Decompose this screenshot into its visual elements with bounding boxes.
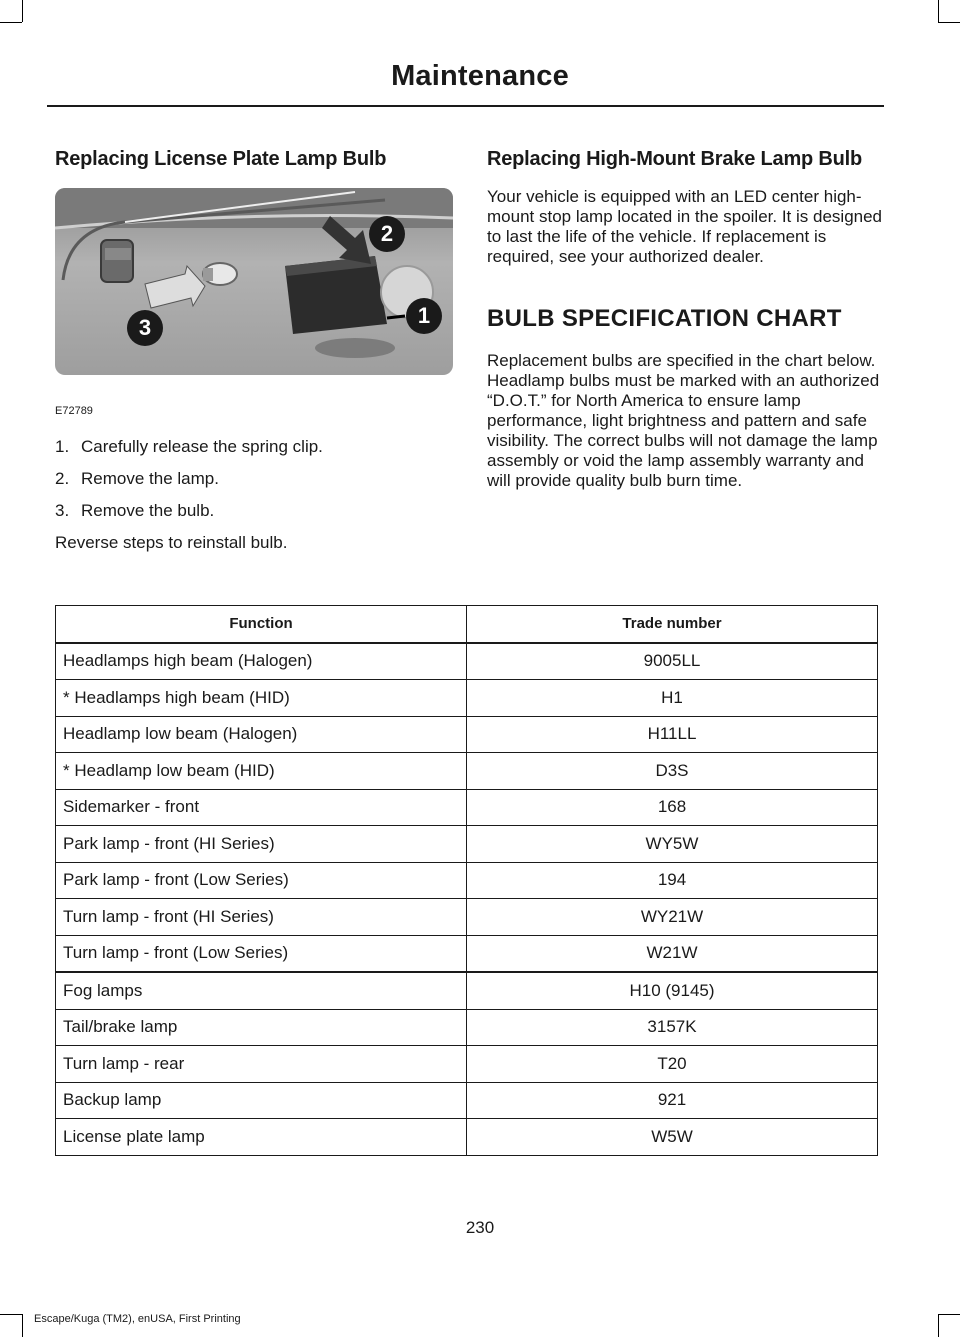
trade-number-cell: D3S [467,753,878,790]
function-cell: Headlamps high beam (Halogen) [56,643,467,680]
crop-mark [22,0,23,22]
table-row [56,972,878,1009]
trade-number-cell: 921 [467,1082,878,1119]
page-title: Maintenance [391,60,569,92]
function-cell: Park lamp - front (Low Series) [56,862,467,899]
table-row [56,753,878,790]
function-cell: * Headlamps high beam (HID) [56,680,467,717]
trade-number-cell: 9005LL [467,643,878,680]
license-plate-heading: Replacing License Plate Lamp Bulb [55,148,387,170]
table-header-row [56,606,878,643]
crop-mark [938,22,960,23]
table-row [56,1046,878,1083]
brake-lamp-text: Your vehicle is equipped with an LED center high-mount stop lamp located in the spoiler. It is designed to last the life of the vehicle. If replacement is required, see your authorized dealer. [487,187,883,266]
license-lamp-illustration [55,188,453,375]
table-row [56,1119,878,1156]
table-row [56,1082,878,1119]
function-cell: Headlamp low beam (Halogen) [56,716,467,753]
table-row [56,862,878,899]
table-row [56,899,878,936]
bulb-spec-table [55,605,878,1156]
callout-2: 2 [369,216,405,252]
column-header-function: Function [56,606,467,643]
crop-mark [938,0,939,22]
trade-number-cell: 168 [467,789,878,826]
trade-number-cell: W21W [467,935,878,972]
function-cell: Sidemarker - front [56,789,467,826]
function-cell: Park lamp - front (HI Series) [56,826,467,863]
crop-mark [22,1314,23,1337]
footer-text: Escape/Kuga (TM2), enUSA, First Printing [34,1313,241,1325]
crop-mark [0,1314,22,1315]
trade-number-cell: H11LL [467,716,878,753]
table-row [56,643,878,680]
trade-number-cell: WY5W [467,826,878,863]
function-cell: Turn lamp - front (Low Series) [56,935,467,972]
table-row [56,789,878,826]
crop-mark [938,1314,939,1337]
column-header-trade-number: Trade number [467,606,878,643]
function-cell: License plate lamp [56,1119,467,1156]
step-item: 2. Remove the lamp. [55,469,219,488]
table-row [56,680,878,717]
brake-lamp-heading: Replacing High-Mount Brake Lamp Bulb [487,148,863,170]
reinstall-note: Reverse steps to reinstall bulb. [55,533,288,552]
trade-number-cell: 3157K [467,1009,878,1046]
brake-lamp-section [487,148,882,491]
table-row [56,1009,878,1046]
table-row [56,826,878,863]
function-cell: Backup lamp [56,1082,467,1119]
function-cell: Tail/brake lamp [56,1009,467,1046]
function-cell: Turn lamp - rear [56,1046,467,1083]
trade-number-cell: WY21W [467,899,878,936]
step-item: 1. Carefully release the spring clip. [55,437,323,456]
table-row [56,716,878,753]
trade-number-cell: 194 [467,862,878,899]
trade-number-cell: H10 (9145) [467,972,878,1009]
crop-mark [938,1314,960,1315]
function-cell: * Headlamp low beam (HID) [56,753,467,790]
header-rule [47,105,884,107]
function-cell: Fog lamps [56,972,467,1009]
function-cell: Turn lamp - front (HI Series) [56,899,467,936]
trade-number-cell: H1 [467,680,878,717]
step-list [55,437,455,521]
figure-code: E72789 [55,405,93,417]
license-lamp-drawing [55,188,453,375]
callout-1: 1 [406,298,442,334]
callout-3: 3 [127,310,163,346]
trade-number-cell: W5W [467,1119,878,1156]
trade-number-cell: T20 [467,1046,878,1083]
table-row [56,935,878,972]
bulb-chart-heading: BULB SPECIFICATION CHART [487,305,842,332]
license-plate-section [55,148,455,553]
crop-mark [0,22,22,23]
page-number: 230 [465,1218,495,1237]
bulb-chart-intro: Replacement bulbs are specified in the chart below. Headlamp bulbs must be marked with an authorized “D.O.T.” for North America to ensure lamp performance, light brightness and pattern and safe visibility. The correct bulbs will not damage the lamp assembly or void the lamp assembly warranty and will provide quality bulb burn time. [487,351,880,490]
step-item: 3. Remove the bulb. [55,501,215,520]
